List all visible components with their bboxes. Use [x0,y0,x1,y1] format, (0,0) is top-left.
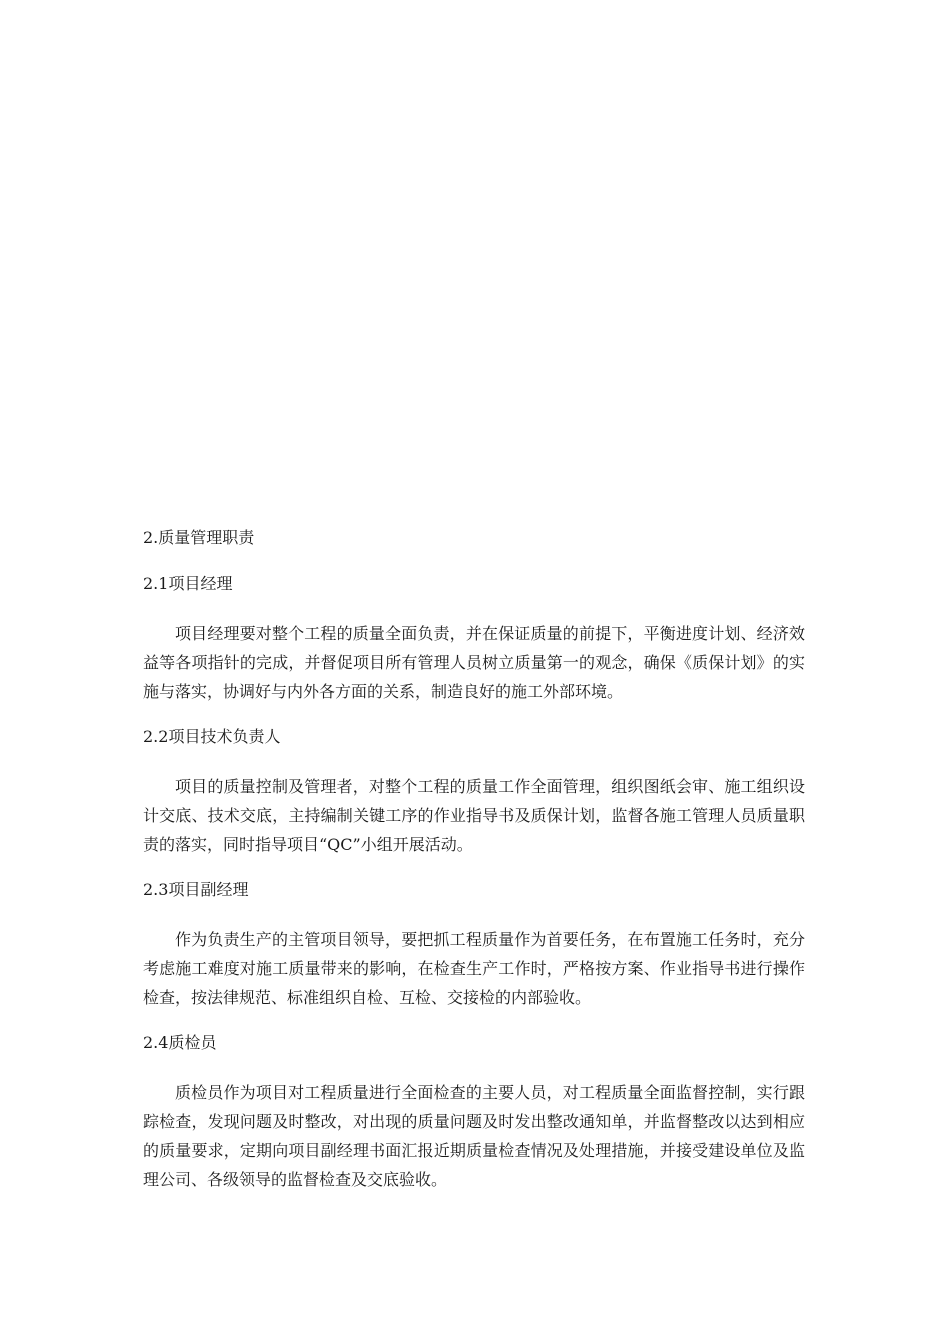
paragraph-project-manager: 项目经理要对整个工程的质量全面负责，并在保证质量的前提下，平衡进度计划、经济效益等各项指针的完成，并督促项目所有管理人员树立质量第一的观念，确保《质保计划》的实施与落实，协调好与内外各方面的关系，制造良好的施工外部环境。 [143,624,805,701]
section-heading-quality-inspector: 2.4质检员 [143,1033,217,1052]
paragraph-quality-inspector: 质检员作为项目对工程质量进行全面检查的主要人员，对工程质量全面监督控制，实行跟踪检查，发现问题及时整改，对出现的质量问题及时发出整改通知单，并监督整改以达到相应的质量要求，定期向项目副经理书面汇报近期质量检查情况及处理措施，并接受建设单位及监理公司、各级领导的监督检查及交底验收。 [143,1083,805,1189]
paragraph-technical-lead: 项目的质量控制及管理者，对整个工程的质量工作全面管理，组织图纸会审、施工组织设计交底、技术交底，主持编制关键工序的作业指导书及质保计划，监督各施工管理人员质量职责的落实，同时指导项目“QC”小组开展活动。 [143,777,805,854]
document-body [143,527,805,1214]
section-heading-technical-lead: 2.2项目技术负责人 [143,727,281,746]
section-heading-deputy-manager: 2.3项目副经理 [143,880,249,899]
paragraph-deputy-manager: 作为负责生产的主管项目领导，要把抓工程质量作为首要任务，在布置施工任务时，充分考虑施工难度对施工质量带来的影响，在检查生产工作时，严格按方案、作业指导书进行操作检查，按法律规范、标准组织自检、互检、交接检的内部验收。 [143,930,805,1007]
section-heading-project-manager: 2.1项目经理 [143,574,233,593]
section-heading-quality-duties: 2.质量管理职责 [143,528,255,547]
